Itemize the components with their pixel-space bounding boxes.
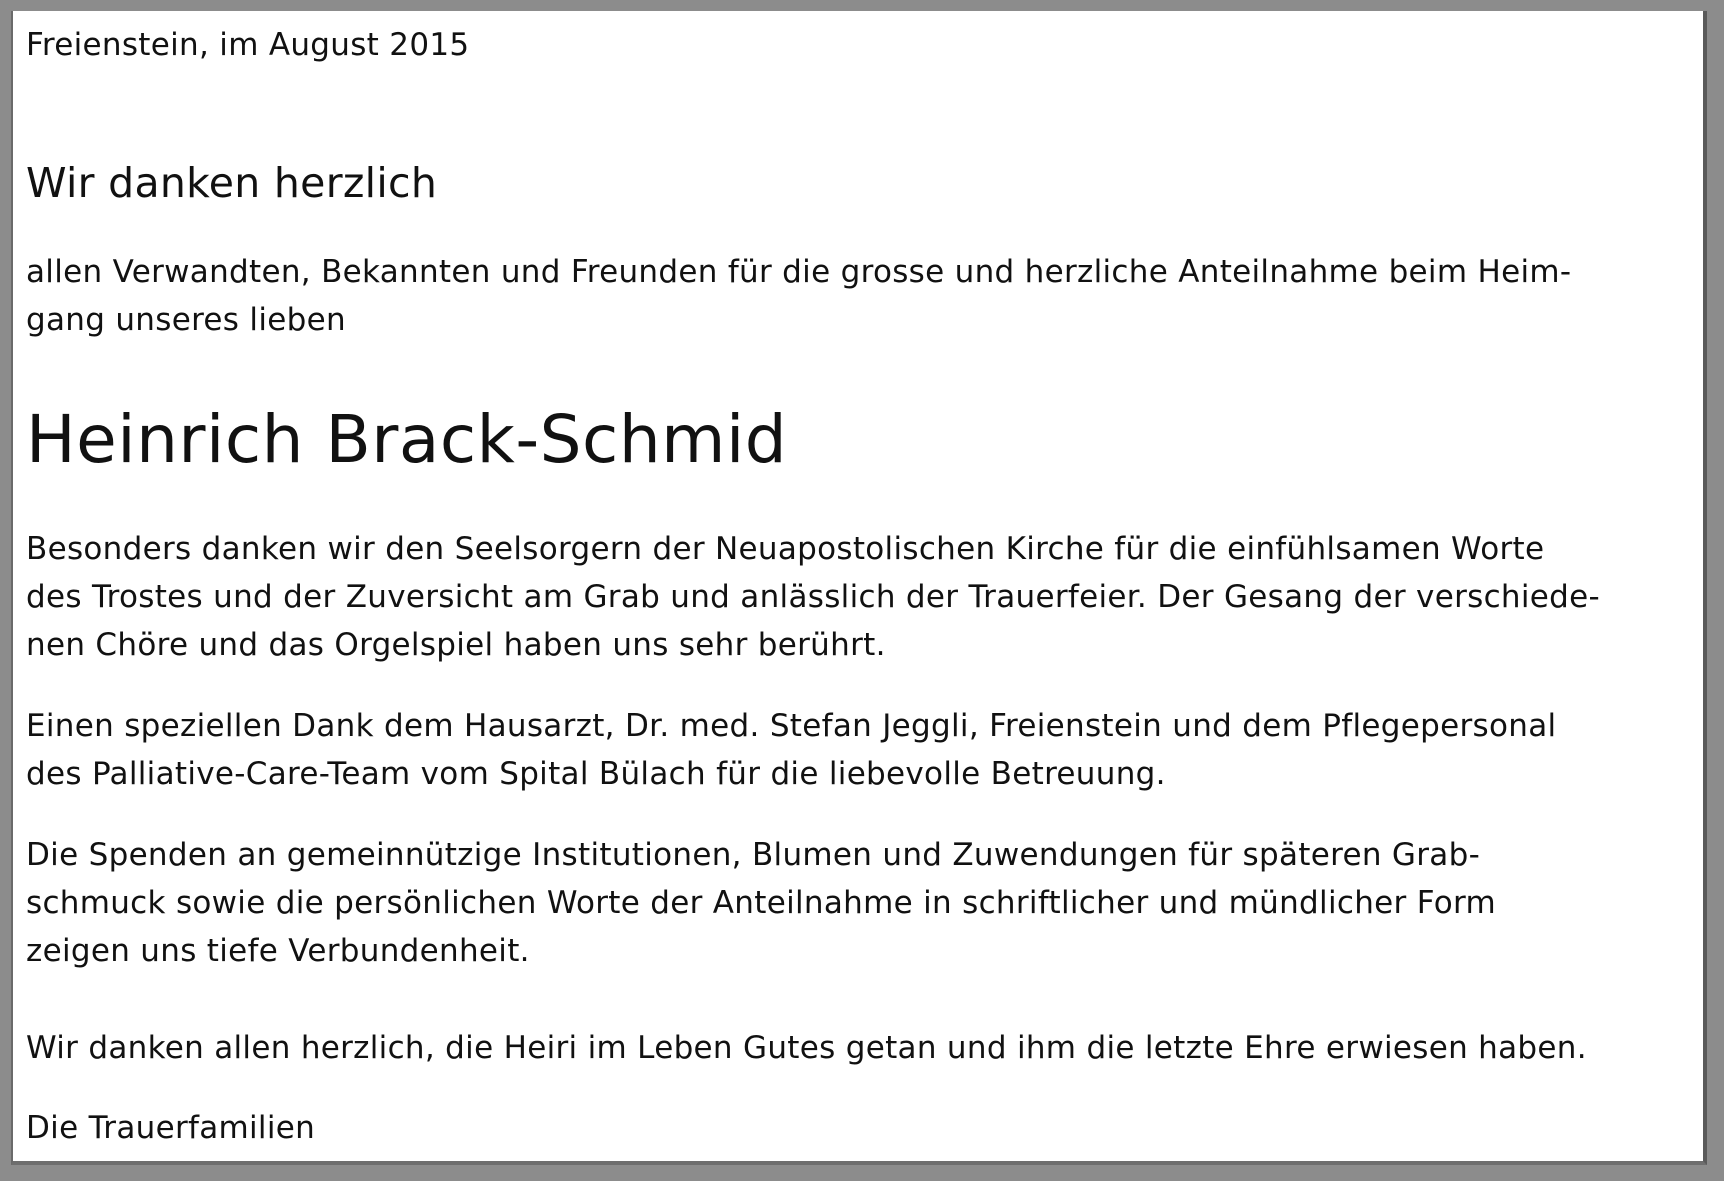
paragraph-line: Besonders danken wir den Seelsorgern der Neuapostolischen Kirche für die einfühlsamen Worte bbox=[26, 531, 1545, 567]
paragraph-line: Die Spenden an gemeinnützige Institutionen, Blumen und Zuwendungen für späteren Grab- bbox=[26, 837, 1481, 873]
thanks-paragraph-care bbox=[26, 702, 1556, 798]
paragraph-line: nen Chöre und das Orgelspiel haben uns sehr berührt. bbox=[26, 627, 886, 663]
paragraph-line: des Palliative-Care-Team vom Spital Bülach für die liebevolle Betreuung. bbox=[26, 756, 1166, 792]
thanks-paragraph-closing bbox=[26, 1024, 1587, 1072]
notice-heading: Wir danken herzlich bbox=[26, 159, 438, 207]
paragraph-line: schmuck sowie die persönlichen Worte der Anteilnahme in schriftlicher und mündlicher Form bbox=[26, 885, 1497, 921]
paragraph-line: Einen speziellen Dank dem Hausarzt, Dr. med. Stefan Jeggli, Freienstein und dem Pflegepersonal bbox=[26, 708, 1557, 744]
signature: Die Trauerfamilien bbox=[26, 1110, 316, 1146]
paragraph-line: Wir danken allen herzlich, die Heiri im Leben Gutes getan und ihm die letzte Ehre erwiesen haben. bbox=[26, 1030, 1587, 1066]
thanks-paragraph-donations bbox=[26, 831, 1496, 975]
paragraph-line: zeigen uns tiefe Verbundenheit. bbox=[26, 933, 530, 969]
deceased-name: Heinrich Brack-Schmid bbox=[26, 401, 788, 478]
intro-paragraph bbox=[26, 248, 1571, 344]
paragraph-line: des Trostes und der Zuversicht am Grab und anlässlich der Trauerfeier. Der Gesang der verschiede- bbox=[26, 579, 1600, 615]
obituary-notice-card bbox=[11, 11, 1707, 1165]
thanks-paragraph-church bbox=[26, 525, 1600, 669]
place-date: Freienstein, im August 2015 bbox=[26, 27, 470, 63]
intro-line: allen Verwandten, Bekannten und Freunden für die grosse und herzliche Anteilnahme beim Heim- bbox=[26, 254, 1572, 290]
intro-line: gang unseres lieben bbox=[26, 302, 346, 338]
